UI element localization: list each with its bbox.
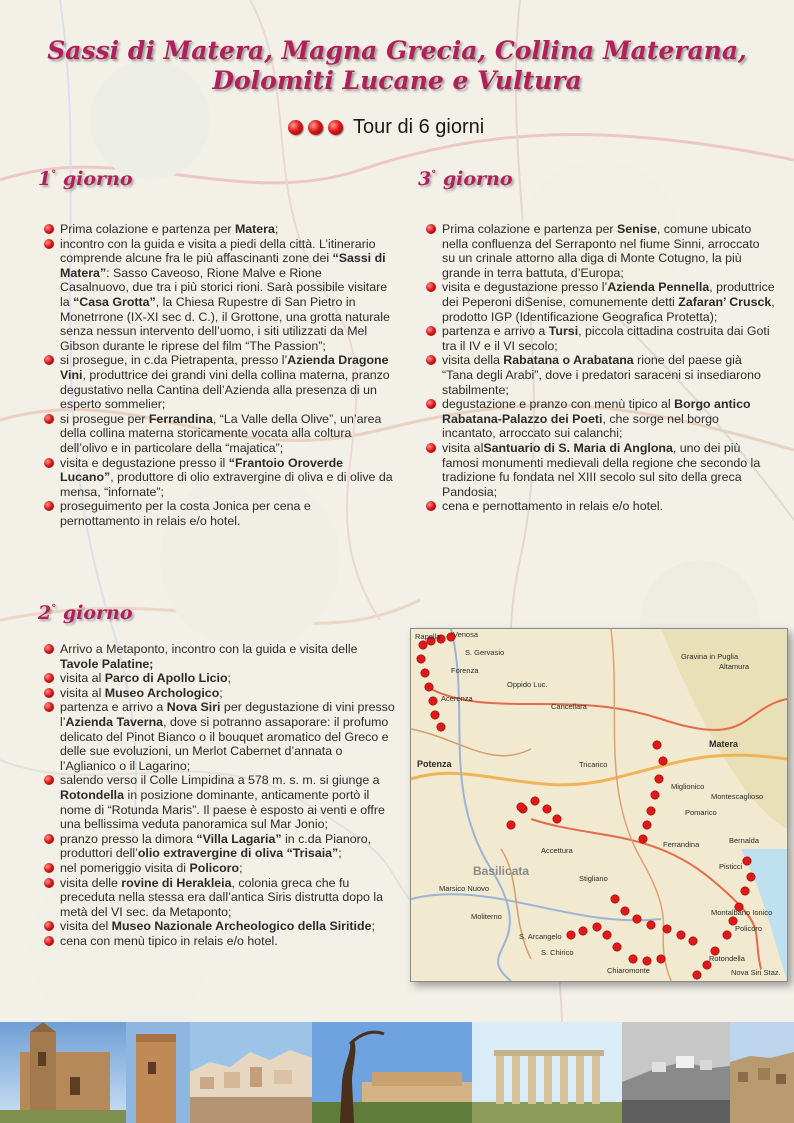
bullet-icon	[44, 936, 54, 946]
highlight-text: “Casa Grotta”	[73, 294, 156, 309]
bullet-icon	[44, 775, 54, 785]
route-dot	[741, 887, 749, 895]
map-place-label: Policoro	[735, 924, 763, 933]
day3-item: cena e pernottamento in relais e/o hotel.	[426, 499, 776, 514]
route-dot	[425, 683, 433, 691]
day1-degree: °	[51, 169, 57, 181]
bullet-icon	[426, 355, 436, 365]
route-dot	[429, 697, 437, 705]
map-place-label: Rapolla	[415, 632, 441, 641]
map-place-label: Tricarico	[579, 760, 608, 769]
map-place-label: S. Arcangelo	[519, 932, 562, 941]
bullet-icon	[44, 224, 54, 234]
day3-heading	[418, 168, 513, 190]
day2-item: Arrivo a Metaponto, incontro con la guida e visita delle Tavole Palatine;	[44, 642, 396, 671]
route-dot	[693, 971, 701, 979]
route-dot	[417, 655, 425, 663]
day2-heading	[38, 602, 133, 624]
day3-degree: °	[431, 169, 437, 181]
bullet-icon	[426, 282, 436, 292]
tour-subtitle	[288, 112, 484, 142]
map-place-label: Miglionico	[671, 782, 705, 791]
highlight-text: Azienda Dragone Vini	[60, 353, 389, 382]
map-place-label: Oppido Luc.	[507, 680, 548, 689]
day1-item: Prima colazione e partenza per Matera;	[44, 222, 394, 237]
map-place-label: Potenza	[417, 759, 452, 769]
map-place-label: Moliterno	[471, 912, 502, 921]
day1-item: si prosegue, in c.da Pietrapenta, presso l’Azienda Dragone Vini, produttrice dei grandi vini della collina materna, pranzo degustativo nella Cantina dell’Azienda alla presenza di un esperto sommelier;	[44, 353, 394, 411]
highlight-text: Policoro	[189, 860, 240, 875]
map-place-label: Venosa	[453, 630, 479, 639]
photo-sculpture-castle	[312, 1022, 472, 1123]
route-dot	[659, 757, 667, 765]
day1-itinerary	[44, 222, 394, 528]
title-line-1: Sassi di Matera, Magna Grecia, Collina Materana,	[47, 36, 747, 65]
map-place-label: Gravina in Puglia	[681, 652, 739, 661]
route-dot	[567, 931, 575, 939]
route-dot	[651, 791, 659, 799]
route-dot	[593, 923, 601, 931]
bullet-icon	[44, 501, 54, 511]
route-dot	[647, 921, 655, 929]
highlight-text: Rabatana o Arabatana	[503, 353, 634, 368]
day2-number: 2	[38, 602, 52, 624]
day3-number: 3	[418, 168, 432, 190]
map-place-label: Acerenza	[441, 694, 473, 703]
day3-word: giorno	[442, 168, 513, 190]
bullet-icon	[44, 355, 54, 365]
map-place-label: Altamura	[719, 662, 750, 671]
day1-item: visita e degustazione presso il “Frantoio Oroverde Lucano”, produttore di olio extravergine di oliva e di olive da mensa, “infornate”;	[44, 456, 394, 500]
route-dot	[653, 741, 661, 749]
highlight-text: Borgo antico Rabatana-Palazzo dei Poeti	[442, 397, 751, 426]
route-dot	[507, 821, 515, 829]
day2-itinerary	[44, 642, 396, 948]
day1-item: incontro con la guida e visita a piedi della città. L’itinerario comprende alcune fra le più affascinanti zone dei “Sassi di Matera”: Sasso Caveoso, Rione Malve e Rione Casalnuovo, due tra i più storici rioni. Sarà possibile visitare la “Casa Grotta”, la Chiesa Rupestre di San Pietro in Monetrrone (IX-XI sec d. C.), il Grottone, una grotta naturale senza nessun intervento dell’uomo, i siti utilizzati da Mel Gibson durante le riprese del film “The Passion”;	[44, 237, 394, 354]
bullet-icon	[426, 443, 436, 453]
photo-tower	[126, 1022, 190, 1123]
route-dot	[643, 821, 651, 829]
day3-item: Prima colazione e partenza per Senise, comune ubicato nella confluenza del Serraponto nel fiume Sinni, arroccato su un crinale attorno alla diga di Monte Cotugno, la più grande in terra battuta, d’Europa;	[426, 222, 776, 280]
map-place-label: Cancellara	[551, 702, 587, 711]
photo-town	[190, 1022, 312, 1123]
route-dot	[657, 955, 665, 963]
bullet-icon	[426, 224, 436, 234]
route-dot	[437, 723, 445, 731]
map-place-label: Bernalda	[729, 836, 760, 845]
highlight-text: olio extravergine di oliva “Trisaia”	[137, 846, 339, 861]
highlight-text: Tursi	[548, 324, 579, 339]
bullet-icon	[44, 702, 54, 712]
map-place-label: Ferrandina	[663, 840, 700, 849]
bullet-icon	[44, 644, 54, 654]
bullet-icon	[44, 878, 54, 888]
route-dot	[611, 895, 619, 903]
route-dot	[663, 925, 671, 933]
highlight-text: Museo Nazionale Archeologico della Siritide	[111, 919, 372, 934]
day2-word: giorno	[62, 602, 133, 624]
map-place-label: S. Gervasio	[465, 648, 505, 657]
day1-number: 1	[38, 168, 52, 190]
map-place-label: Stigliano	[579, 874, 608, 883]
map-place-label: Rotondella	[709, 954, 745, 963]
route-dot	[603, 931, 611, 939]
route-dot	[689, 937, 697, 945]
highlight-text: “Sassi di Matera”	[60, 251, 386, 280]
day3-item: degustazione e pranzo con menù tipico al Borgo antico Rabatana-Palazzo dei Poeti, che sorge nel borgo incantato, arroccato sui calanchi;	[426, 397, 776, 441]
page-title	[0, 36, 794, 96]
map-place-label: Pisticci	[719, 862, 743, 871]
photo-sassi	[730, 1022, 794, 1123]
highlight-text: Matera	[234, 222, 275, 236]
subtitle-text: Tour di 6 giorni	[353, 115, 485, 138]
map-place-label: Montescaglioso	[711, 792, 764, 801]
map-place-label: Chiaromonte	[607, 966, 650, 975]
red-dots-icon	[288, 120, 343, 135]
highlight-text: Rotondella	[60, 787, 125, 802]
highlight-text: Azienda Taverna	[65, 714, 164, 729]
highlight-text: “Villa Lagaria”	[196, 831, 282, 846]
day2-item: nel pomeriggio visita di Policoro;	[44, 861, 396, 876]
route-dot	[531, 797, 539, 805]
title-line-2: Dolomiti Lucane e Vultura	[212, 66, 582, 95]
route-dot	[743, 857, 751, 865]
photo-strip	[0, 1022, 794, 1123]
day1-heading	[38, 168, 133, 190]
day3-item: partenza e arrivo a Tursi, piccola cittadina costruita dai Goti tra il IV e il VI secolo;	[426, 324, 776, 353]
bullet-icon	[44, 688, 54, 698]
photo-hill-town	[622, 1022, 730, 1123]
map-place-label: Nova Siri Staz.	[731, 968, 781, 977]
map-place-label: Basilicata	[473, 864, 530, 878]
route-dot	[543, 805, 551, 813]
tour-route-map	[410, 628, 788, 982]
route-dot	[639, 835, 647, 843]
route-dot	[633, 915, 641, 923]
route-dot	[643, 957, 651, 965]
map-place-label: Montalbano Ionico	[711, 908, 773, 917]
highlight-text: Museo Archologico	[104, 685, 220, 700]
day1-word: giorno	[62, 168, 133, 190]
highlight-text: Santuario di S. Maria di Anglona	[483, 440, 673, 455]
day2-degree: °	[51, 603, 57, 615]
route-dot	[553, 815, 561, 823]
bullet-icon	[44, 921, 54, 931]
route-dot	[621, 907, 629, 915]
map-place-label: Marsico Nuovo	[439, 884, 490, 893]
photo-church	[0, 1022, 126, 1123]
route-map-svg	[411, 629, 787, 981]
day3-itinerary	[426, 222, 776, 514]
map-place-label: S. Chirico	[541, 948, 574, 957]
bullet-icon	[426, 326, 436, 336]
map-place-label: Accettura	[541, 846, 573, 855]
route-dot	[517, 803, 525, 811]
route-dot	[723, 931, 731, 939]
route-dot	[421, 669, 429, 677]
route-dot	[579, 927, 587, 935]
day3-item: visita e degustazione presso l’Azienda Pennella, produttrice dei Peperoni diSenise, comunemente detti Zafaran’ Crusck, prodotto IGP (Identificazione Geografica Protetta);	[426, 280, 776, 324]
day3-item: visita alSantuario di S. Maria di Anglona, uno dei più famosi monumenti medievali della regione che secondo la tradizione fu fondata nel XIII secolo sul sito della greca Pandosia;	[426, 441, 776, 499]
day2-item: salendo verso il Colle Limpidina a 578 m. s. m. si giunge a Rotondella in posizione dominante, anticamente portò il nome di “Rotunda Maris”. Il paese è esposto ai venti e offre una bellissima veduta panoramica sul Mar Jonio;	[44, 773, 396, 831]
day1-item: proseguimento per la costa Jonica per cena e pernottamento in relais e/o hotel.	[44, 499, 394, 528]
route-dot	[655, 775, 663, 783]
route-dot	[431, 711, 439, 719]
route-dot	[419, 641, 427, 649]
highlight-text: Parco di Apollo Licio	[104, 671, 228, 686]
map-place-label: Forenza	[451, 666, 479, 675]
day1-item: si prosegue per Ferrandina, “La Valle della Olive”, un’area della collina materna storicamente vocata alla coltura dell’olivo e in particolare della “majatica”;	[44, 412, 394, 456]
bullet-icon	[44, 239, 54, 249]
day2-item: visita al Parco di Apollo Licio;	[44, 671, 396, 686]
bullet-icon	[44, 834, 54, 844]
highlight-text: rovine di Herakleia	[121, 875, 232, 890]
map-place-label: Pomarico	[685, 808, 717, 817]
day2-item: visita delle rovine di Herakleia, colonia greca che fu preceduta nella stessa era dall’antica Siris distrutta dopo la metà del VI sec. da Metaponto;	[44, 876, 396, 920]
day2-item: visita al Museo Archologico;	[44, 686, 396, 701]
highlight-text: Azienda Pennella	[607, 280, 710, 295]
highlight-text: Ferrandina	[148, 411, 213, 426]
day2-item: partenza e arrivo a Nova Siri per degustazione di vini presso l’Azienda Taverna, dove si potranno assaporare: il profumo delicato del Pinot Bianco o il bouquet aromatico del Greco e delle sue evoluzioni, un Merlot Cabernet d’annata o l’Aglianico o il Lagarino;	[44, 700, 396, 773]
map-place-label: Matera	[709, 739, 739, 749]
day2-item: pranzo presso la dimora “Villa Lagaria” in c.da Pianoro, produttori dell’olio extravergine di oliva “Trisaia”;	[44, 832, 396, 861]
highlight-text: “Frantoio Oroverde Lucano”	[60, 455, 344, 485]
photo-greek-temple	[472, 1022, 622, 1123]
highlight-text: Senise	[616, 222, 657, 236]
highlight-text: Zafaran’ Crusck	[678, 294, 772, 309]
bullet-icon	[44, 414, 54, 424]
route-dot	[647, 807, 655, 815]
bullet-icon	[44, 863, 54, 873]
bullet-icon	[426, 399, 436, 409]
route-dot	[747, 873, 755, 881]
route-dot	[677, 931, 685, 939]
highlight-text: Tavole Palatine;	[60, 656, 154, 671]
route-dot	[613, 943, 621, 951]
bullet-icon	[44, 458, 54, 468]
route-dot	[629, 955, 637, 963]
highlight-text: Nova Siri	[166, 700, 221, 715]
day2-item: cena con menù tipico in relais e/o hotel.	[44, 934, 396, 949]
day2-item: visita del Museo Nazionale Archeologico della Siritide;	[44, 919, 396, 934]
bullet-icon	[44, 673, 54, 683]
day3-item: visita della Rabatana o Arabatana rione del paese già “Tana degli Arabi”, dove i predatori saraceni si insediarono stabilmente;	[426, 353, 776, 397]
bullet-icon	[426, 501, 436, 511]
